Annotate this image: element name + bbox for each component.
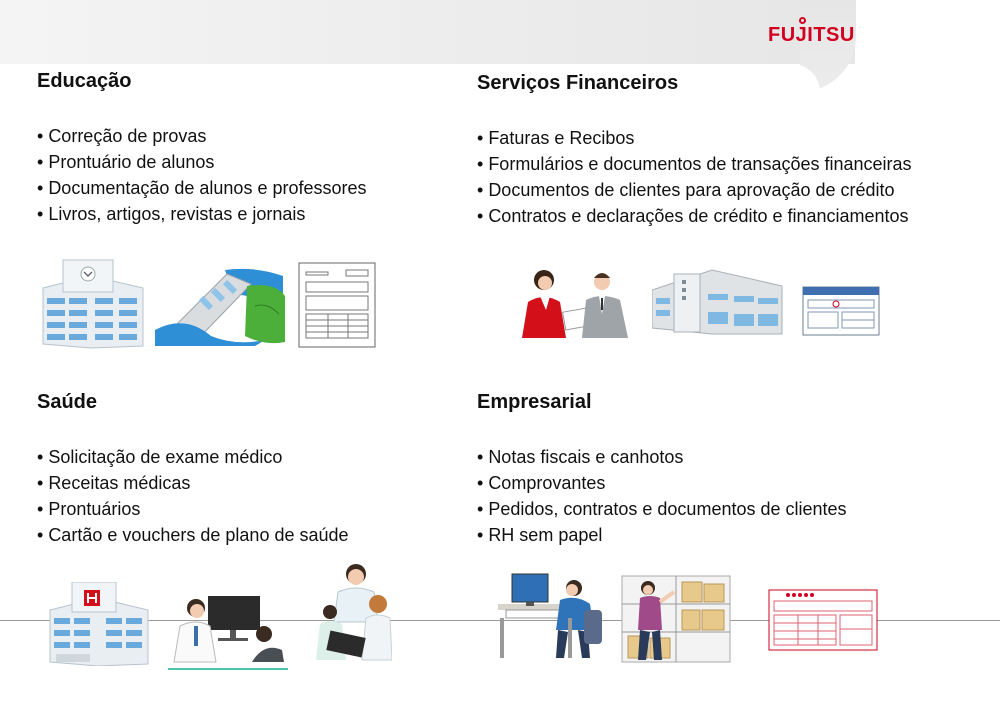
list-item: • Notas fiscais e canhotos — [477, 444, 847, 470]
list-item: • Livros, artigos, revistas e jornais — [37, 201, 367, 227]
list-item: • Solicitação de exame médico — [37, 444, 349, 470]
list-item: • RH sem papel — [477, 522, 847, 548]
list-item: • Documentação de alunos e professores — [37, 175, 367, 201]
section-education — [37, 70, 367, 227]
list-item: • Comprovantes — [477, 470, 847, 496]
list-item: • Contratos e declarações de crédito e financiamentos — [477, 203, 912, 229]
section-business — [477, 391, 847, 548]
logo-infinity-mark — [799, 17, 806, 24]
list-item: • Correção de provas — [37, 123, 367, 149]
list-item: • Prontuários — [37, 496, 349, 522]
section-title: Empresarial — [477, 391, 592, 413]
list-item: • Documentos de clientes para aprovação de crédito — [477, 177, 912, 203]
section-financial — [477, 72, 912, 229]
invoice-form-icon — [768, 589, 878, 651]
business-meeting-icon — [516, 266, 632, 338]
medical-staff-tablet-icon — [316, 562, 392, 662]
hospital-building-icon — [48, 582, 150, 666]
section-title: Saúde — [37, 391, 98, 413]
school-building-icon — [33, 258, 145, 350]
bullet-list — [477, 444, 847, 548]
warehouse-worker-icon — [620, 574, 732, 664]
bullet-list — [477, 125, 912, 229]
dam-icon — [155, 266, 285, 346]
bullet-list — [37, 444, 349, 548]
list-item: • Cartão e vouchers de plano de saúde — [37, 522, 349, 548]
list-item: • Faturas e Recibos — [477, 125, 912, 151]
list-item: • Prontuário de alunos — [37, 149, 367, 175]
office-building-icon — [652, 268, 784, 336]
office-worker-computer-icon — [498, 570, 606, 662]
list-item: • Formulários e documentos de transações financeiras — [477, 151, 912, 177]
list-item: • Pedidos, contratos e documentos de clientes — [477, 496, 847, 522]
document-form-icon — [298, 262, 376, 348]
section-health — [37, 391, 349, 548]
bank-form-icon — [802, 286, 880, 336]
list-item: • Receitas médicas — [37, 470, 349, 496]
section-title: Educação — [37, 70, 132, 92]
fujitsu-logo: FUJITSU — [768, 24, 855, 47]
bullet-list — [37, 123, 367, 227]
doctor-consultation-icon — [168, 592, 290, 672]
header-band — [0, 0, 855, 64]
section-title: Serviços Financeiros — [477, 72, 679, 94]
